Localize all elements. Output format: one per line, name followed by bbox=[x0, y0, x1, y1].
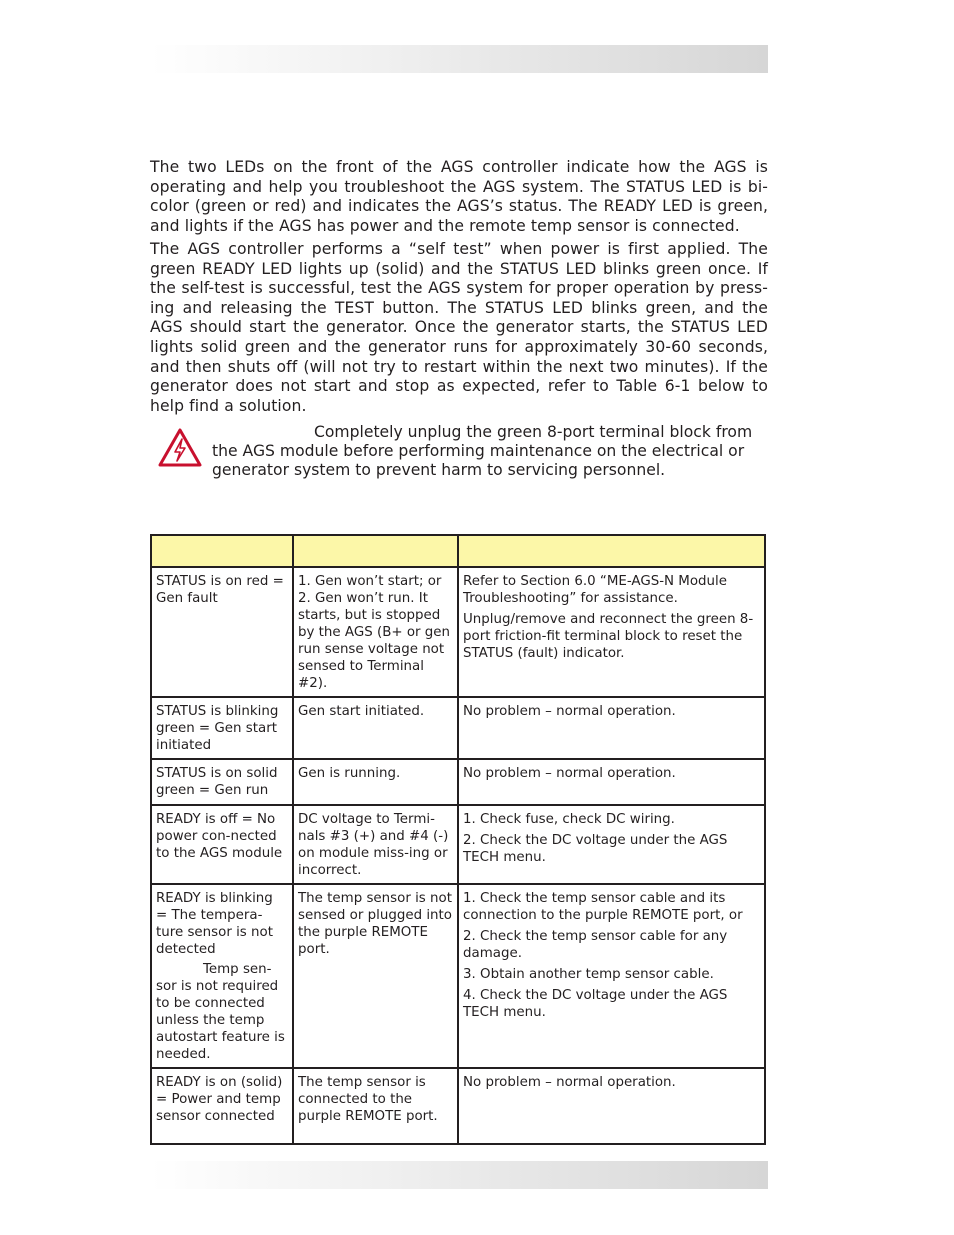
intro-paragraph-leds: The two LEDs on the front of the AGS controller indicate how the AGS is operating and help you troubleshoot the AGS system. The STATUS LED is bi-color (green or red) and indicates the AGS’s status. The READY LED is green, and lights if the AGS has power and the remote temp sensor is connected. bbox=[150, 158, 768, 235]
solution-line: 3. Obtain another temp sensor cable. bbox=[463, 967, 714, 982]
table-row bbox=[151, 759, 765, 805]
indication-text: READY is blinking = The tempera-ture sensor is not detected bbox=[156, 891, 273, 957]
solution-line: Refer to Section 6.0 “ME-AGS-N Module Troubleshooting” for assistance. bbox=[463, 574, 727, 606]
indication-cell: READY is on (solid) = Power and temp sensor connected bbox=[151, 1068, 293, 1144]
meaning-cell: Gen start initiated. bbox=[293, 697, 458, 759]
meaning-cell: The temp sensor is not sensed or plugged into the purple REMOTE port. bbox=[293, 884, 458, 1068]
solution-cell bbox=[458, 1068, 765, 1144]
indication-note: Temp sen-sor is not required to be connected unless the temp autostart feature is needed. bbox=[156, 962, 285, 1062]
indication-cell: STATUS is blinking green = Gen start initiated bbox=[151, 697, 293, 759]
footer-band bbox=[150, 1161, 768, 1189]
solution-cell bbox=[458, 884, 765, 1068]
solution-line: 1. Check the temp sensor cable and its connection to the purple REMOTE port, or bbox=[463, 891, 743, 923]
table-header-row bbox=[151, 535, 765, 567]
solution-line: Unplug/remove and reconnect the green 8-port friction-fit terminal block to reset the STATUS (fault) indicator. bbox=[463, 612, 754, 661]
solution-line: No problem – normal operation. bbox=[463, 704, 676, 719]
meaning-cell: DC voltage to Termi-nals #3 (+) and #4 (-) on module miss-ing or incorrect. bbox=[293, 805, 458, 884]
solution-line: 2. Check the DC voltage under the AGS TECH menu. bbox=[463, 833, 728, 865]
header-cell-meaning bbox=[293, 535, 458, 567]
table-row bbox=[151, 1068, 765, 1144]
solution-line: 2. Check the temp sensor cable for any damage. bbox=[463, 929, 728, 961]
troubleshooting-table bbox=[150, 534, 766, 1145]
meaning-cell: Gen is running. bbox=[293, 759, 458, 805]
solution-cell bbox=[458, 759, 765, 805]
table-row bbox=[151, 884, 765, 1068]
indication-cell bbox=[151, 884, 293, 1068]
solution-line: 4. Check the DC voltage under the AGS TECH menu. bbox=[463, 988, 728, 1020]
intro-paragraph-self-test: The AGS controller performs a “self test” when power is first applied. The green READY LED lights up (solid) and the STATUS LED blinks green once. If the self-test is successful, test the AGS system for proper operation by press-ing and releasing the TEST button. The STATUS LED blinks green, and the AGS should start the generator. Once the generator starts, the STATUS LED lights solid green and the generator runs for approximately 30-60 seconds, and then shuts off (will not try to restart within the next two minutes). If the generator does not start and stop as expected, refer to Table 6-1 below to help find a solution. bbox=[150, 240, 768, 415]
header-cell-solution bbox=[458, 535, 765, 567]
electrical-hazard-icon bbox=[157, 427, 203, 469]
header-cell-indication bbox=[151, 535, 293, 567]
indication-cell: STATUS is on red = Gen fault bbox=[151, 567, 293, 697]
solution-cell bbox=[458, 805, 765, 884]
solution-cell bbox=[458, 697, 765, 759]
table-row bbox=[151, 805, 765, 884]
warning-text: Completely unplug the green 8-port terminal block from the AGS module before performing maintenance on the electrical or generator system to prevent harm to servicing personnel. bbox=[212, 423, 753, 479]
header-band bbox=[150, 45, 768, 73]
indication-cell: READY is off = No power con-nected to the AGS module bbox=[151, 805, 293, 884]
meaning-cell: 1. Gen won’t start; or 2. Gen won’t run. It starts, but is stopped by the AGS (B+ or gen run sense voltage not sensed to Terminal #2). bbox=[293, 567, 458, 697]
solution-cell bbox=[458, 567, 765, 697]
meaning-cell: The temp sensor is connected to the purple REMOTE port. bbox=[293, 1068, 458, 1144]
table-row bbox=[151, 697, 765, 759]
solution-line: No problem – normal operation. bbox=[463, 1075, 676, 1090]
solution-line: 1. Check fuse, check DC wiring. bbox=[463, 812, 675, 827]
table-row bbox=[151, 567, 765, 697]
indication-cell: STATUS is on solid green = Gen run bbox=[151, 759, 293, 805]
solution-line: No problem – normal operation. bbox=[463, 766, 676, 781]
